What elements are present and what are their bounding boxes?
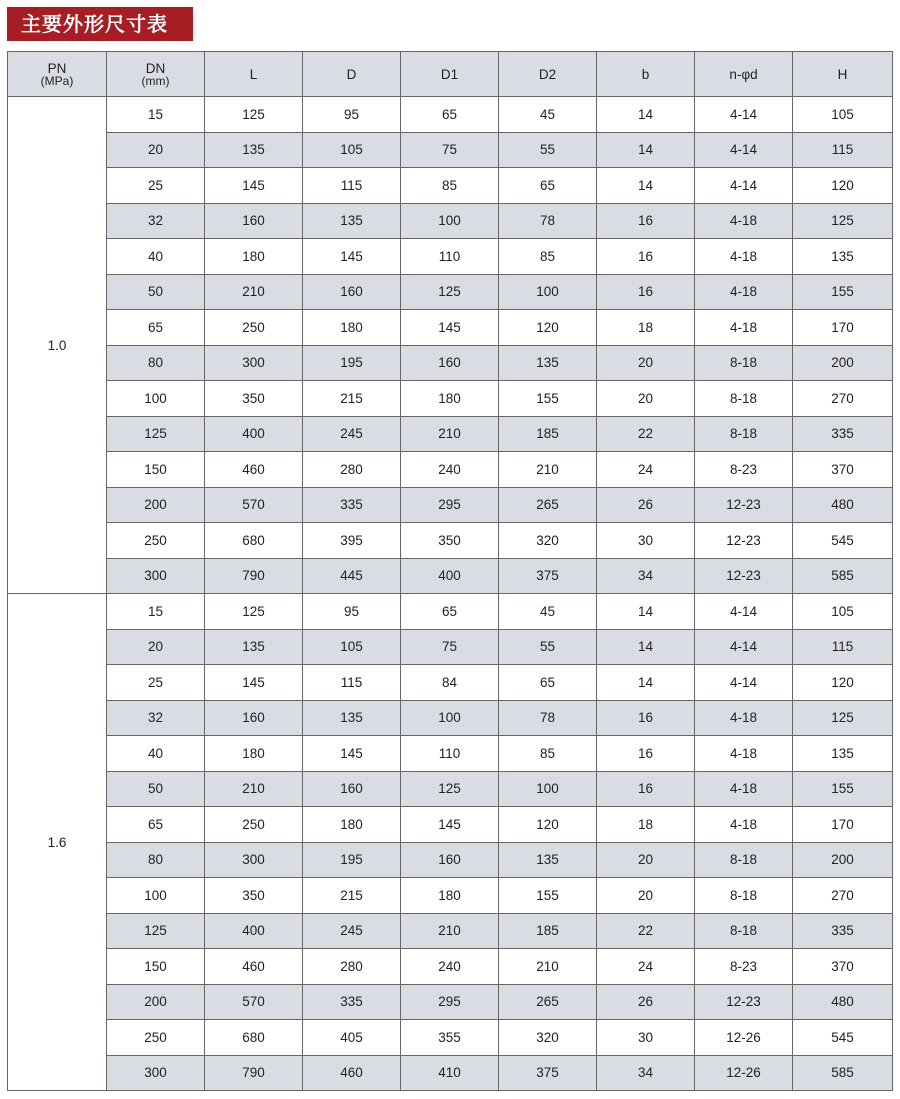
cell-n-phi-d: 4-18 bbox=[695, 239, 793, 275]
header-d1: D1 bbox=[401, 52, 499, 97]
cell-h: 370 bbox=[793, 452, 893, 488]
cell-h: 200 bbox=[793, 345, 893, 381]
header-pn-unit: (MPa) bbox=[40, 73, 74, 88]
cell-l: 300 bbox=[205, 842, 303, 878]
cell-l: 160 bbox=[205, 203, 303, 239]
table-row bbox=[8, 913, 893, 949]
cell-n-phi-d: 8-23 bbox=[695, 452, 793, 488]
cell-d: 215 bbox=[303, 878, 401, 914]
cell-d: 395 bbox=[303, 523, 401, 559]
cell-d1: 145 bbox=[401, 807, 499, 843]
cell-n-phi-d: 4-14 bbox=[695, 97, 793, 133]
cell-d2: 85 bbox=[499, 736, 597, 772]
cell-l: 125 bbox=[205, 594, 303, 630]
cell-b: 34 bbox=[597, 1055, 695, 1091]
cell-dn: 250 bbox=[107, 523, 205, 559]
cell-dn: 32 bbox=[107, 203, 205, 239]
cell-b: 18 bbox=[597, 310, 695, 346]
cell-l: 210 bbox=[205, 274, 303, 310]
table-row bbox=[8, 239, 893, 275]
cell-b: 16 bbox=[597, 700, 695, 736]
table-row bbox=[8, 168, 893, 204]
table-row bbox=[8, 452, 893, 488]
cell-d: 245 bbox=[303, 416, 401, 452]
cell-d2: 45 bbox=[499, 594, 597, 630]
cell-n-phi-d: 8-18 bbox=[695, 345, 793, 381]
cell-l: 125 bbox=[205, 97, 303, 133]
cell-h: 170 bbox=[793, 807, 893, 843]
cell-b: 16 bbox=[597, 274, 695, 310]
cell-h: 135 bbox=[793, 736, 893, 772]
cell-d1: 84 bbox=[401, 665, 499, 701]
cell-dn: 65 bbox=[107, 807, 205, 843]
cell-dn: 32 bbox=[107, 700, 205, 736]
header-h: H bbox=[793, 52, 893, 97]
cell-d2: 185 bbox=[499, 913, 597, 949]
cell-d1: 210 bbox=[401, 913, 499, 949]
cell-n-phi-d: 8-18 bbox=[695, 878, 793, 914]
cell-n-phi-d: 8-23 bbox=[695, 949, 793, 985]
cell-dn: 20 bbox=[107, 629, 205, 665]
cell-b: 34 bbox=[597, 558, 695, 594]
cell-b: 14 bbox=[597, 665, 695, 701]
cell-n-phi-d: 8-18 bbox=[695, 381, 793, 417]
cell-d2: 155 bbox=[499, 381, 597, 417]
table-row bbox=[8, 381, 893, 417]
header-pn bbox=[8, 52, 107, 97]
cell-d2: 265 bbox=[499, 984, 597, 1020]
cell-h: 270 bbox=[793, 878, 893, 914]
dimension-table bbox=[7, 51, 893, 1091]
cell-d2: 55 bbox=[499, 629, 597, 665]
cell-b: 24 bbox=[597, 949, 695, 985]
table-row bbox=[8, 665, 893, 701]
cell-n-phi-d: 4-18 bbox=[695, 274, 793, 310]
cell-dn: 25 bbox=[107, 665, 205, 701]
cell-d2: 375 bbox=[499, 558, 597, 594]
cell-dn: 80 bbox=[107, 345, 205, 381]
cell-n-phi-d: 4-14 bbox=[695, 665, 793, 701]
cell-b: 26 bbox=[597, 487, 695, 523]
cell-h: 115 bbox=[793, 629, 893, 665]
cell-d: 180 bbox=[303, 310, 401, 346]
cell-d2: 120 bbox=[499, 310, 597, 346]
cell-d2: 320 bbox=[499, 1020, 597, 1056]
cell-d2: 65 bbox=[499, 168, 597, 204]
cell-l: 135 bbox=[205, 132, 303, 168]
cell-dn: 80 bbox=[107, 842, 205, 878]
header-pn-label: PN bbox=[47, 60, 67, 76]
cell-h: 545 bbox=[793, 1020, 893, 1056]
header-d: D bbox=[303, 52, 401, 97]
header-n-phi-d: n-φd bbox=[695, 52, 793, 97]
cell-d2: 78 bbox=[499, 700, 597, 736]
cell-l: 350 bbox=[205, 878, 303, 914]
cell-l: 210 bbox=[205, 771, 303, 807]
cell-n-phi-d: 12-23 bbox=[695, 523, 793, 559]
cell-b: 16 bbox=[597, 771, 695, 807]
cell-d: 195 bbox=[303, 842, 401, 878]
table-row bbox=[8, 1055, 893, 1091]
cell-d1: 355 bbox=[401, 1020, 499, 1056]
cell-d1: 295 bbox=[401, 487, 499, 523]
cell-d: 105 bbox=[303, 629, 401, 665]
cell-dn: 300 bbox=[107, 1055, 205, 1091]
table-body bbox=[8, 97, 893, 1091]
cell-l: 570 bbox=[205, 487, 303, 523]
cell-d: 180 bbox=[303, 807, 401, 843]
cell-dn: 25 bbox=[107, 168, 205, 204]
cell-dn: 100 bbox=[107, 381, 205, 417]
cell-d1: 240 bbox=[401, 949, 499, 985]
cell-l: 180 bbox=[205, 736, 303, 772]
cell-d1: 160 bbox=[401, 842, 499, 878]
cell-b: 14 bbox=[597, 97, 695, 133]
header-dn-label: DN bbox=[145, 60, 166, 76]
cell-n-phi-d: 12-23 bbox=[695, 558, 793, 594]
cell-d1: 210 bbox=[401, 416, 499, 452]
cell-d1: 100 bbox=[401, 203, 499, 239]
cell-dn: 150 bbox=[107, 452, 205, 488]
cell-l: 350 bbox=[205, 381, 303, 417]
cell-b: 22 bbox=[597, 416, 695, 452]
header-dn bbox=[107, 52, 205, 97]
cell-h: 120 bbox=[793, 168, 893, 204]
table-row bbox=[8, 310, 893, 346]
cell-h: 125 bbox=[793, 700, 893, 736]
cell-d1: 110 bbox=[401, 736, 499, 772]
page-title: 主要外形尺寸表 bbox=[7, 7, 193, 41]
table-row bbox=[8, 558, 893, 594]
cell-dn: 150 bbox=[107, 949, 205, 985]
cell-l: 180 bbox=[205, 239, 303, 275]
cell-d: 145 bbox=[303, 736, 401, 772]
cell-d: 215 bbox=[303, 381, 401, 417]
table-row bbox=[8, 736, 893, 772]
table-row bbox=[8, 700, 893, 736]
cell-dn: 15 bbox=[107, 594, 205, 630]
cell-d2: 155 bbox=[499, 878, 597, 914]
cell-n-phi-d: 12-26 bbox=[695, 1055, 793, 1091]
cell-d1: 110 bbox=[401, 239, 499, 275]
cell-d1: 180 bbox=[401, 878, 499, 914]
cell-d: 335 bbox=[303, 984, 401, 1020]
cell-d2: 55 bbox=[499, 132, 597, 168]
cell-b: 24 bbox=[597, 452, 695, 488]
cell-d2: 85 bbox=[499, 239, 597, 275]
cell-h: 135 bbox=[793, 239, 893, 275]
cell-dn: 50 bbox=[107, 274, 205, 310]
cell-d: 115 bbox=[303, 168, 401, 204]
header-b: b bbox=[597, 52, 695, 97]
table-row bbox=[8, 487, 893, 523]
cell-dn: 50 bbox=[107, 771, 205, 807]
cell-b: 20 bbox=[597, 842, 695, 878]
cell-d2: 135 bbox=[499, 842, 597, 878]
cell-dn: 300 bbox=[107, 558, 205, 594]
table-row bbox=[8, 274, 893, 310]
cell-h: 155 bbox=[793, 274, 893, 310]
table-row bbox=[8, 807, 893, 843]
cell-n-phi-d: 4-18 bbox=[695, 700, 793, 736]
cell-b: 30 bbox=[597, 523, 695, 559]
cell-d: 135 bbox=[303, 700, 401, 736]
cell-dn: 100 bbox=[107, 878, 205, 914]
cell-h: 585 bbox=[793, 1055, 893, 1091]
table-row bbox=[8, 203, 893, 239]
cell-d: 95 bbox=[303, 97, 401, 133]
cell-l: 160 bbox=[205, 700, 303, 736]
table-row bbox=[8, 1020, 893, 1056]
cell-d1: 65 bbox=[401, 594, 499, 630]
cell-b: 16 bbox=[597, 736, 695, 772]
header-d2: D2 bbox=[499, 52, 597, 97]
table-row bbox=[8, 878, 893, 914]
cell-d1: 65 bbox=[401, 97, 499, 133]
cell-n-phi-d: 4-14 bbox=[695, 168, 793, 204]
cell-dn: 40 bbox=[107, 736, 205, 772]
cell-d: 95 bbox=[303, 594, 401, 630]
cell-n-phi-d: 12-23 bbox=[695, 984, 793, 1020]
cell-b: 26 bbox=[597, 984, 695, 1020]
cell-l: 790 bbox=[205, 1055, 303, 1091]
table-row bbox=[8, 345, 893, 381]
cell-d1: 350 bbox=[401, 523, 499, 559]
cell-h: 170 bbox=[793, 310, 893, 346]
table-row bbox=[8, 984, 893, 1020]
cell-d1: 75 bbox=[401, 132, 499, 168]
cell-d1: 400 bbox=[401, 558, 499, 594]
cell-d1: 295 bbox=[401, 984, 499, 1020]
cell-n-phi-d: 4-18 bbox=[695, 807, 793, 843]
cell-dn: 15 bbox=[107, 97, 205, 133]
table-row bbox=[8, 523, 893, 559]
cell-h: 105 bbox=[793, 594, 893, 630]
cell-dn: 40 bbox=[107, 239, 205, 275]
cell-d: 160 bbox=[303, 771, 401, 807]
cell-d: 280 bbox=[303, 452, 401, 488]
cell-h: 480 bbox=[793, 984, 893, 1020]
table-row bbox=[8, 97, 893, 133]
cell-d1: 145 bbox=[401, 310, 499, 346]
cell-n-phi-d: 8-18 bbox=[695, 416, 793, 452]
cell-h: 120 bbox=[793, 665, 893, 701]
cell-d: 405 bbox=[303, 1020, 401, 1056]
cell-d2: 78 bbox=[499, 203, 597, 239]
cell-d: 195 bbox=[303, 345, 401, 381]
cell-b: 30 bbox=[597, 1020, 695, 1056]
cell-d2: 100 bbox=[499, 274, 597, 310]
cell-h: 200 bbox=[793, 842, 893, 878]
cell-b: 16 bbox=[597, 239, 695, 275]
cell-n-phi-d: 4-18 bbox=[695, 771, 793, 807]
cell-b: 20 bbox=[597, 345, 695, 381]
cell-dn: 200 bbox=[107, 984, 205, 1020]
cell-dn: 20 bbox=[107, 132, 205, 168]
cell-d1: 100 bbox=[401, 700, 499, 736]
cell-h: 480 bbox=[793, 487, 893, 523]
cell-d1: 160 bbox=[401, 345, 499, 381]
cell-d: 460 bbox=[303, 1055, 401, 1091]
cell-l: 145 bbox=[205, 665, 303, 701]
cell-d: 445 bbox=[303, 558, 401, 594]
cell-d: 115 bbox=[303, 665, 401, 701]
cell-d2: 120 bbox=[499, 807, 597, 843]
cell-d: 335 bbox=[303, 487, 401, 523]
table-row bbox=[8, 629, 893, 665]
cell-l: 145 bbox=[205, 168, 303, 204]
cell-d: 160 bbox=[303, 274, 401, 310]
cell-d2: 320 bbox=[499, 523, 597, 559]
pn-cell: 1.0 bbox=[8, 97, 107, 594]
table-row bbox=[8, 842, 893, 878]
cell-d1: 125 bbox=[401, 274, 499, 310]
cell-d1: 75 bbox=[401, 629, 499, 665]
cell-l: 250 bbox=[205, 310, 303, 346]
cell-h: 335 bbox=[793, 913, 893, 949]
cell-b: 14 bbox=[597, 168, 695, 204]
cell-d: 105 bbox=[303, 132, 401, 168]
header-dn-unit: (mm) bbox=[141, 73, 170, 88]
cell-h: 155 bbox=[793, 771, 893, 807]
cell-n-phi-d: 4-14 bbox=[695, 594, 793, 630]
cell-n-phi-d: 4-14 bbox=[695, 132, 793, 168]
cell-h: 370 bbox=[793, 949, 893, 985]
cell-b: 14 bbox=[597, 594, 695, 630]
cell-d2: 210 bbox=[499, 949, 597, 985]
cell-l: 135 bbox=[205, 629, 303, 665]
cell-b: 22 bbox=[597, 913, 695, 949]
table-row bbox=[8, 594, 893, 630]
cell-l: 570 bbox=[205, 984, 303, 1020]
cell-b: 20 bbox=[597, 381, 695, 417]
cell-l: 300 bbox=[205, 345, 303, 381]
cell-b: 20 bbox=[597, 878, 695, 914]
table-row bbox=[8, 416, 893, 452]
cell-l: 680 bbox=[205, 1020, 303, 1056]
cell-l: 680 bbox=[205, 523, 303, 559]
table-header bbox=[8, 52, 893, 97]
cell-h: 585 bbox=[793, 558, 893, 594]
cell-l: 460 bbox=[205, 452, 303, 488]
cell-h: 335 bbox=[793, 416, 893, 452]
cell-d: 280 bbox=[303, 949, 401, 985]
cell-b: 18 bbox=[597, 807, 695, 843]
cell-d2: 45 bbox=[499, 97, 597, 133]
cell-dn: 65 bbox=[107, 310, 205, 346]
cell-n-phi-d: 4-18 bbox=[695, 736, 793, 772]
cell-b: 14 bbox=[597, 629, 695, 665]
cell-dn: 125 bbox=[107, 416, 205, 452]
cell-n-phi-d: 12-23 bbox=[695, 487, 793, 523]
table-row bbox=[8, 949, 893, 985]
cell-d1: 180 bbox=[401, 381, 499, 417]
cell-l: 460 bbox=[205, 949, 303, 985]
cell-h: 270 bbox=[793, 381, 893, 417]
cell-n-phi-d: 4-18 bbox=[695, 203, 793, 239]
cell-d2: 65 bbox=[499, 665, 597, 701]
cell-h: 115 bbox=[793, 132, 893, 168]
cell-d2: 100 bbox=[499, 771, 597, 807]
cell-h: 105 bbox=[793, 97, 893, 133]
cell-d1: 85 bbox=[401, 168, 499, 204]
cell-h: 125 bbox=[793, 203, 893, 239]
cell-b: 16 bbox=[597, 203, 695, 239]
cell-d: 135 bbox=[303, 203, 401, 239]
cell-l: 400 bbox=[205, 416, 303, 452]
cell-d2: 185 bbox=[499, 416, 597, 452]
cell-d2: 135 bbox=[499, 345, 597, 381]
cell-n-phi-d: 4-14 bbox=[695, 629, 793, 665]
cell-l: 790 bbox=[205, 558, 303, 594]
cell-d2: 210 bbox=[499, 452, 597, 488]
cell-d: 145 bbox=[303, 239, 401, 275]
cell-n-phi-d: 12-26 bbox=[695, 1020, 793, 1056]
cell-h: 545 bbox=[793, 523, 893, 559]
pn-cell: 1.6 bbox=[8, 594, 107, 1091]
cell-l: 400 bbox=[205, 913, 303, 949]
table-row bbox=[8, 771, 893, 807]
cell-d: 245 bbox=[303, 913, 401, 949]
cell-d2: 265 bbox=[499, 487, 597, 523]
cell-n-phi-d: 8-18 bbox=[695, 842, 793, 878]
cell-d2: 375 bbox=[499, 1055, 597, 1091]
cell-dn: 200 bbox=[107, 487, 205, 523]
cell-d1: 125 bbox=[401, 771, 499, 807]
cell-b: 14 bbox=[597, 132, 695, 168]
cell-l: 250 bbox=[205, 807, 303, 843]
table-row bbox=[8, 132, 893, 168]
cell-d1: 240 bbox=[401, 452, 499, 488]
cell-n-phi-d: 8-18 bbox=[695, 913, 793, 949]
header-l: L bbox=[205, 52, 303, 97]
cell-n-phi-d: 4-18 bbox=[695, 310, 793, 346]
cell-dn: 125 bbox=[107, 913, 205, 949]
cell-dn: 250 bbox=[107, 1020, 205, 1056]
cell-d1: 410 bbox=[401, 1055, 499, 1091]
